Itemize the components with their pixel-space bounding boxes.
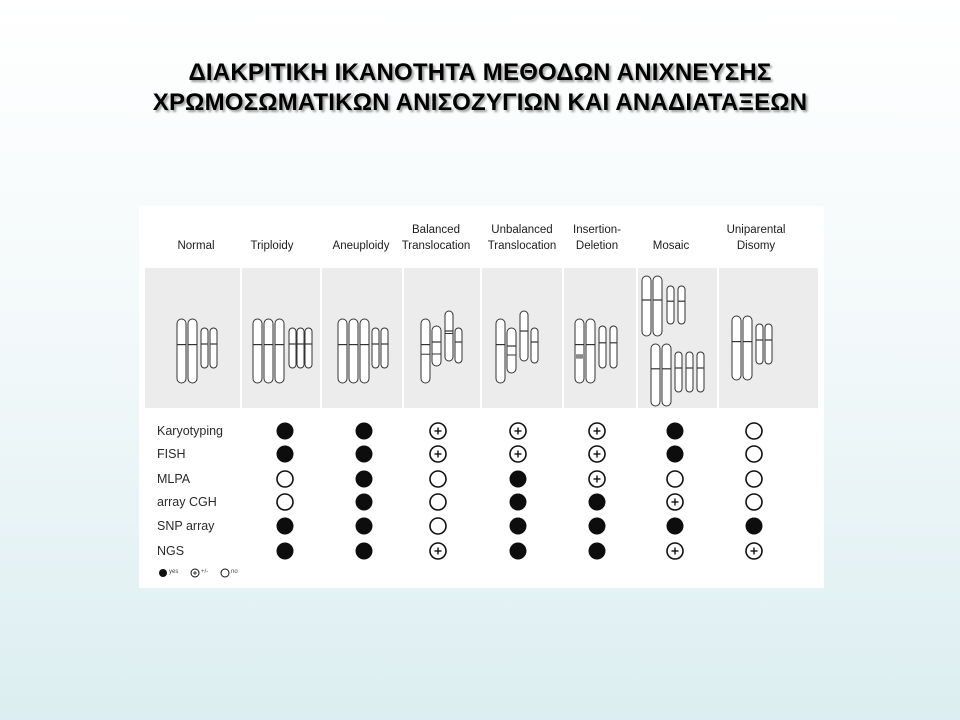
chromosome (675, 352, 682, 392)
result-partial-dot (430, 446, 446, 462)
result-yes-dot (589, 494, 606, 511)
result-no-dot (746, 423, 762, 439)
chromosome (496, 319, 505, 383)
result-yes-dot (510, 494, 527, 511)
legend-label: yes (169, 569, 179, 575)
legend-no-symbol (221, 569, 229, 577)
chromosome (455, 328, 462, 363)
chromosome (275, 319, 284, 383)
chromosome (531, 328, 538, 363)
legend-partial-symbol (191, 569, 199, 577)
chromosome (520, 311, 528, 361)
chromosome (201, 328, 208, 368)
result-yes-dot (746, 518, 763, 535)
result-yes-dot (356, 494, 373, 511)
column-header (222, 222, 322, 254)
column-header-line-2: Translocation (401, 240, 471, 252)
chromosome (188, 319, 197, 383)
chromosome (264, 319, 273, 383)
result-partial-dot (589, 471, 605, 487)
chromosome (667, 286, 674, 324)
chromosome (756, 324, 763, 364)
method-label: FISH (157, 447, 186, 461)
result-yes-dot (510, 471, 527, 488)
chromosome (338, 319, 347, 383)
chromosome (305, 328, 312, 368)
chromosome (372, 328, 379, 368)
chromosome (289, 328, 296, 368)
result-partial-dot (667, 543, 683, 559)
chromosome (586, 319, 595, 383)
result-yes-dot (356, 423, 373, 440)
result-no-dot (430, 471, 446, 487)
chromosome (732, 316, 741, 380)
method-label: SNP array (157, 519, 215, 533)
chromosome (177, 319, 186, 383)
column-header-line-2: Mosaic (652, 240, 690, 252)
method-label: Karyotyping (157, 424, 224, 438)
column-header-line-2: Deletion (575, 240, 619, 252)
chromosome (651, 344, 660, 406)
result-no-dot (746, 494, 762, 510)
chromosome (678, 286, 685, 324)
chromosome (210, 328, 217, 368)
result-yes-dot (510, 543, 527, 560)
chromosome (599, 326, 606, 368)
result-partial-dot (430, 423, 446, 439)
column-header-line-1: Unbalanced (491, 224, 553, 236)
result-no-dot (746, 446, 762, 462)
chromosome (662, 344, 671, 406)
column-header-line-1: Balanced (412, 224, 460, 236)
slide-title (0, 58, 960, 118)
chromosome (432, 326, 441, 366)
column-header-line-1: Uniparental (726, 224, 786, 236)
result-yes-dot (589, 543, 606, 560)
legend-label: +/- (201, 569, 209, 575)
result-partial-dot (746, 543, 762, 559)
chromosome (575, 319, 584, 383)
result-no-dot (277, 494, 293, 510)
result-yes-dot (667, 518, 684, 535)
title-line-1: ΔΙΑΚΡΙΤΙΚΗ ΙΚΑΝΟΤΗΤΑ ΜΕΘΟΔΩΝ ΑΝΙΧΝΕΥΣΗΣ (188, 59, 772, 86)
chromosome (507, 328, 516, 373)
method-label: NGS (157, 544, 185, 558)
column-header (706, 222, 806, 254)
chromosome (765, 324, 772, 364)
column-header-line-1: Insertion- (573, 224, 621, 236)
chromosome (445, 311, 453, 361)
result-partial-dot (430, 543, 446, 559)
result-yes-dot (667, 423, 684, 440)
column-header-line-2: Disomy (736, 240, 776, 252)
result-yes-dot (356, 446, 373, 463)
result-partial-dot (589, 446, 605, 462)
result-yes-dot (356, 471, 373, 488)
column-header-line-1 (222, 222, 322, 238)
result-yes-dot (277, 446, 294, 463)
result-yes-dot (589, 518, 606, 535)
chromosome (381, 328, 388, 368)
result-yes-dot (277, 423, 294, 440)
chromosome (642, 276, 651, 336)
chromosome (686, 352, 693, 392)
legend-label: no (231, 569, 238, 575)
chromosome (253, 319, 262, 383)
result-yes-dot (510, 518, 527, 535)
chromosome (297, 328, 304, 368)
method-label: MLPA (157, 472, 191, 486)
chromosome (360, 319, 369, 383)
column-header-line-2: Triploidy (250, 240, 294, 252)
result-partial-dot (510, 423, 526, 439)
result-no-dot (746, 471, 762, 487)
chromosome (349, 319, 358, 383)
result-no-dot (277, 471, 293, 487)
column-header-line-2: Aneuploidy (332, 240, 390, 252)
method-label: array CGH (157, 495, 217, 509)
result-yes-dot (356, 518, 373, 535)
title-line-2: ΧΡΩΜΟΣΩΜΑΤΙΚΩΝ ΑΝΙΣΟΖΥΓΙΩΝ ΚΑΙ ΑΝΑΔΙΑΤΑΞΕΩΝ (152, 89, 808, 116)
result-partial-dot (589, 423, 605, 439)
chromosome (610, 326, 617, 368)
column-header-line-2: Normal (177, 240, 215, 252)
legend-yes-symbol (159, 569, 167, 577)
result-yes-dot (277, 543, 294, 560)
chromosome (697, 352, 704, 392)
result-partial-dot (667, 494, 683, 510)
column-header (386, 222, 486, 254)
result-yes-dot (667, 446, 684, 463)
result-no-dot (667, 471, 683, 487)
chromosome (421, 319, 430, 383)
chromosome (743, 316, 752, 380)
detection-methods-figure (139, 206, 824, 588)
result-no-dot (430, 518, 446, 534)
result-yes-dot (277, 518, 294, 535)
result-partial-dot (510, 446, 526, 462)
result-no-dot (430, 494, 446, 510)
chromosome (653, 276, 662, 336)
result-yes-dot (356, 543, 373, 560)
column-header-line-2: Translocation (487, 240, 557, 252)
figure-graphics (139, 206, 824, 588)
